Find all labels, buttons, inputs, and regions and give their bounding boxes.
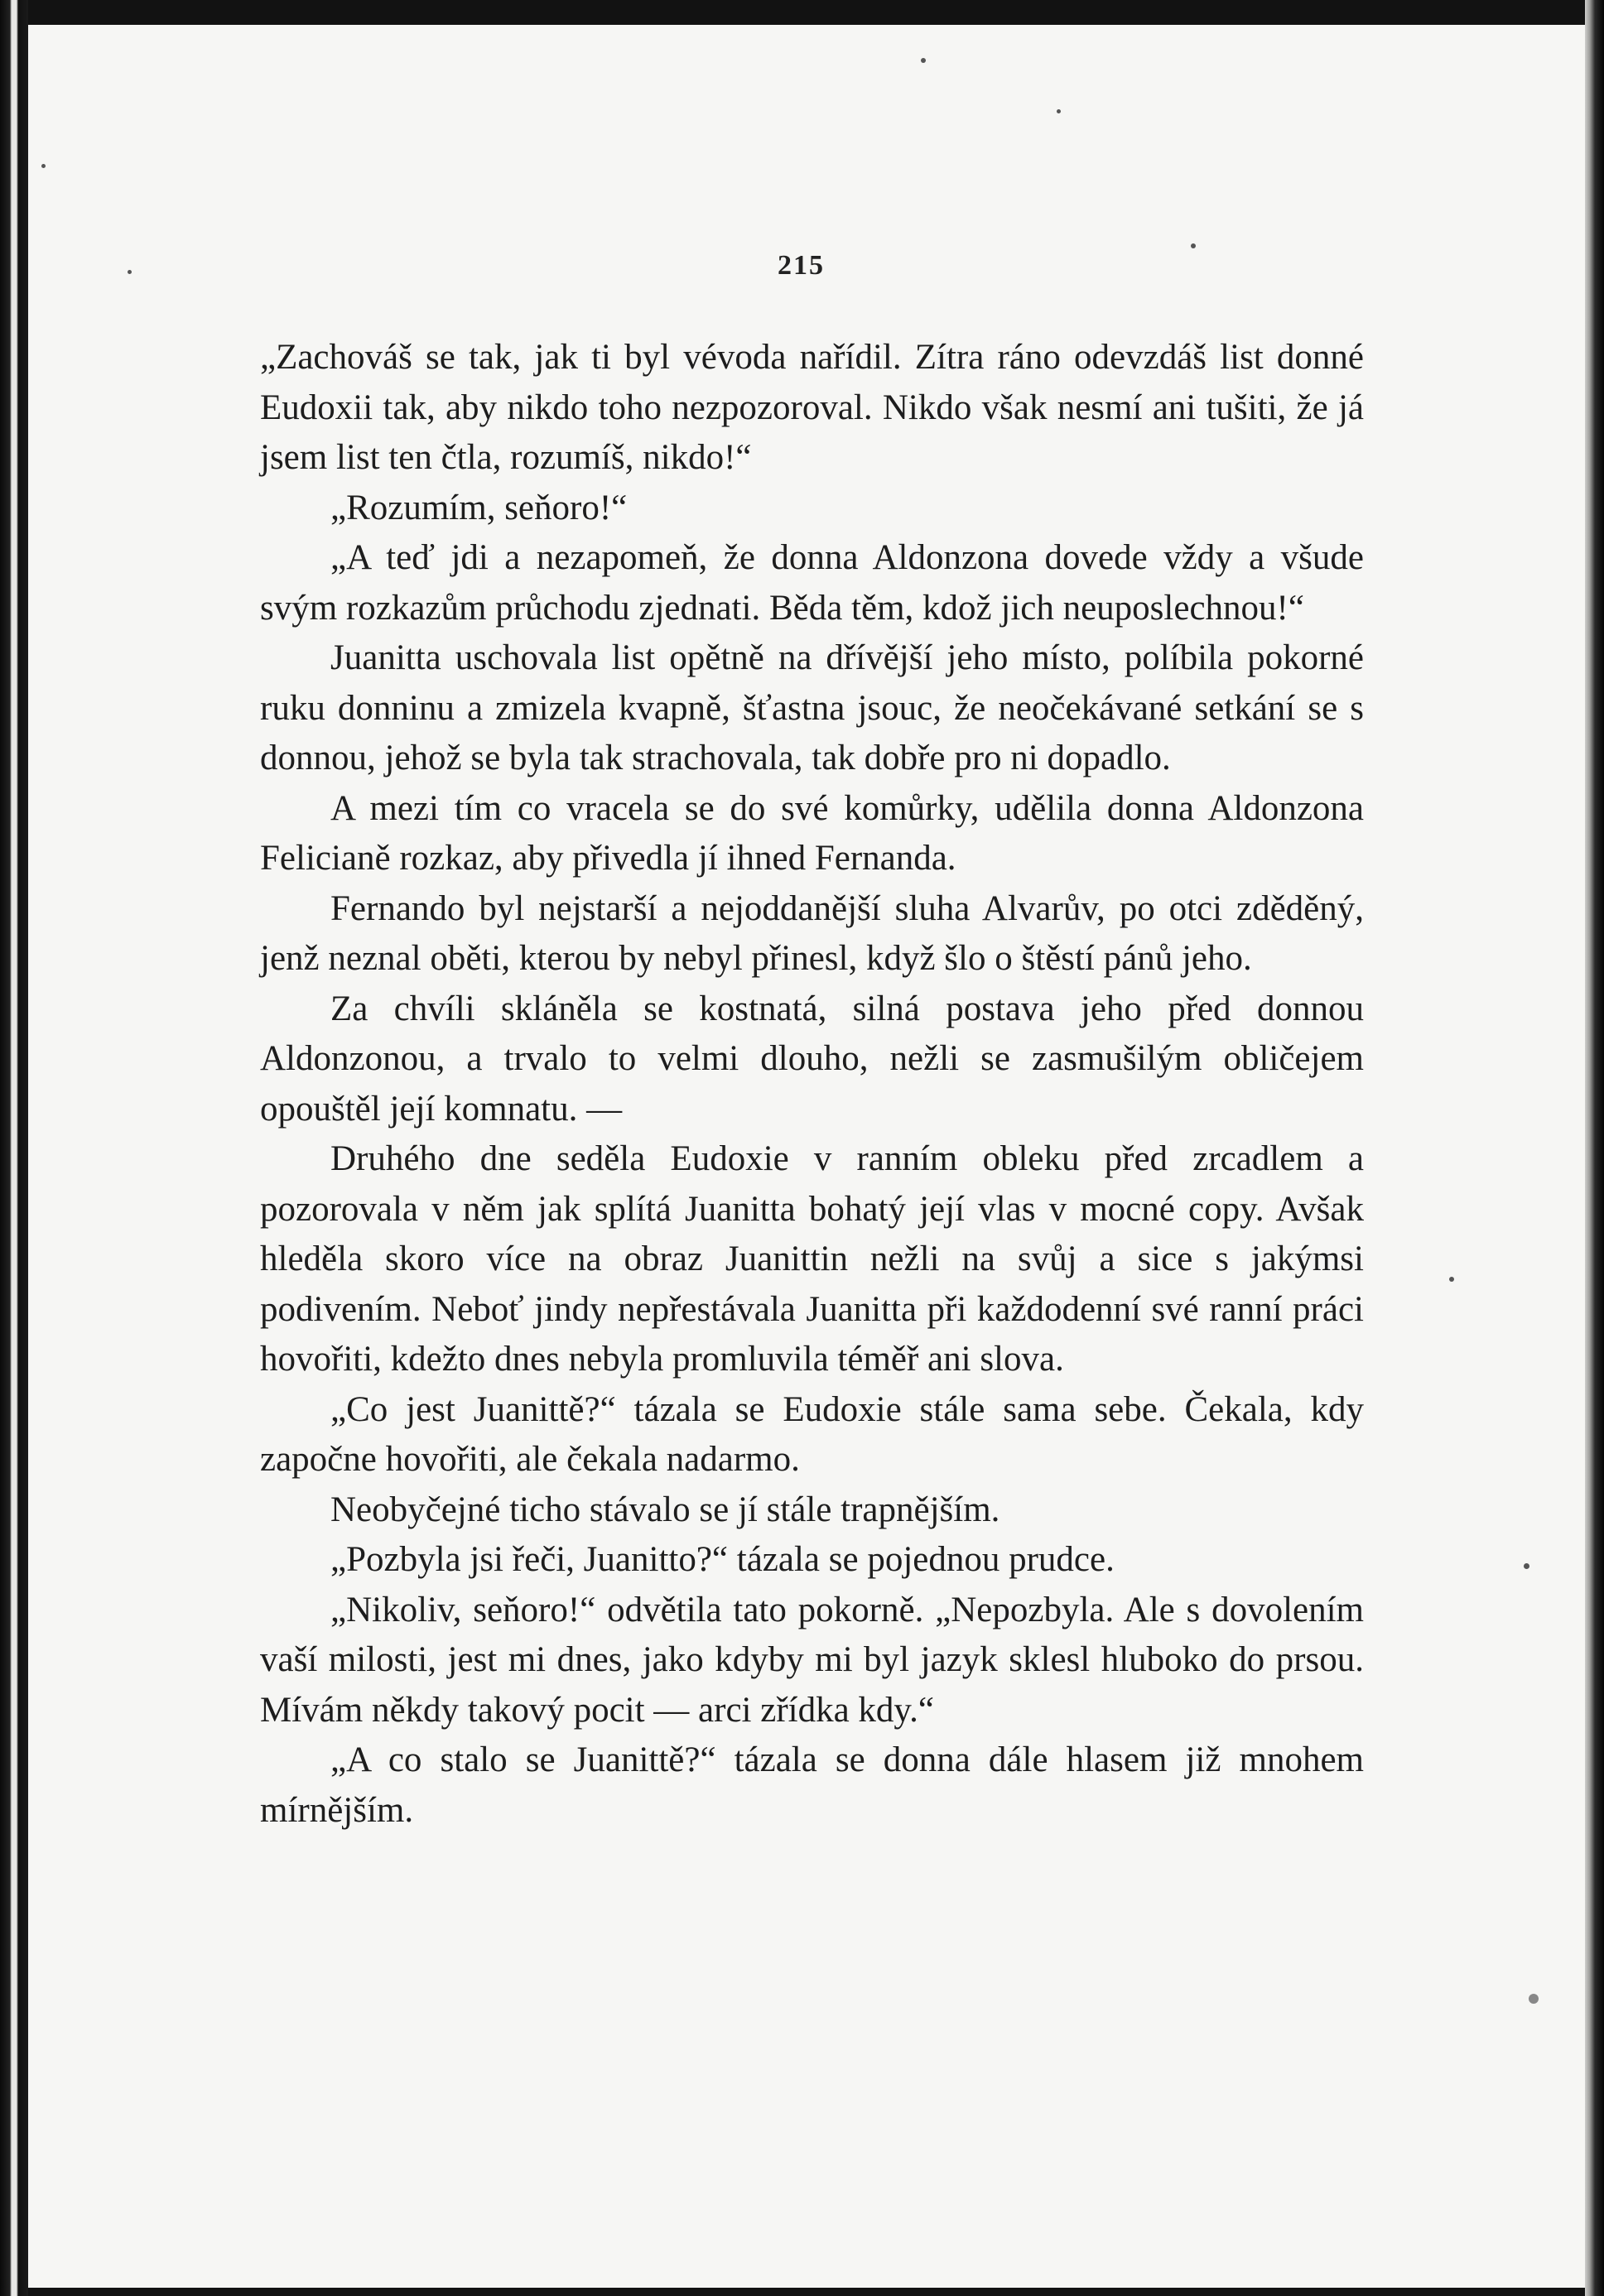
paragraph-5: A mezi tím co vracela se do své komůrky, udělila donna Aldonzona Felicianě rozkaz, aby přivedla jí ihned Fernanda. xyxy=(260,788,1364,878)
paragraph-13: „A co stalo se Juanittě?“ tázala se donna dále hlasem již mnohem mírnějším. xyxy=(260,1740,1364,1830)
ink-speck xyxy=(921,58,926,63)
page-left-edge xyxy=(0,0,28,2296)
paragraph-7: Za chvíli skláněla se kostnatá, silná postava jeho před donnou Aldonzonou, a trvalo to velmi dlouho, nežli se zasmušilým obličejem opouštěl její komnatu. — xyxy=(260,989,1364,1129)
paragraph-1: „Zachováš se tak, jak ti byl vévoda nařídil. Zítra ráno odevzdáš list donné Eudoxii tak, aby nikdo toho nezpozoroval. Nikdo však nesmí ani tušiti, že já jsem list ten čtla, rozumíš, nikdo!“ xyxy=(260,338,1364,477)
ink-speck xyxy=(1524,1563,1529,1569)
paragraph-2: „Rozumím, seňoro!“ xyxy=(330,488,628,527)
paragraph-4: Juanitta uschovala list opětně na dřívější jeho místo, políbila pokorné ruku donninu a zmizela kvapně, šťastna jsouc, že neočekávané setkání se s donnou, jehož se byla tak strachovala, tak dobře pro ni dopadlo. xyxy=(260,638,1364,777)
ink-speck xyxy=(1529,1994,1539,2004)
ink-speck xyxy=(1057,109,1061,113)
paragraph-3: „A teď jdi a nezapomeň, že donna Aldonzona dovede vždy a všude svým rozkazům průchodu zjednati. Běda těm, kdož jich neuposlechnou!“ xyxy=(260,538,1364,628)
paragraph-6: Fernando byl nejstarší a nejoddanější sluha Alvarův, po otci zděděný, jenž neznal oběti, kterou by nebyl přinesl, když šlo o štěstí pánů jeho. xyxy=(260,888,1364,978)
paragraph-9: „Co jest Juanittě?“ tázala se Eudoxie stále sama sebe. Čekala, kdy započne hovořiti, ale čekala nadarmo. xyxy=(260,1389,1364,1479)
body-text xyxy=(260,333,1364,1836)
ink-speck xyxy=(1191,243,1196,248)
paper-sheet xyxy=(28,25,1585,2288)
ink-speck xyxy=(41,164,46,168)
page-right-edge xyxy=(1585,0,1604,2296)
ink-speck xyxy=(128,270,132,274)
paragraph-11: „Pozbyla jsi řeči, Juanitto?“ tázala se pojednou prudce. xyxy=(330,1540,1115,1579)
page-number: 215 xyxy=(778,250,825,281)
ink-speck xyxy=(1449,1277,1454,1282)
paragraph-12: „Nikoliv, seňoro!“ odvětila tato pokorně. „Nepozbyla. Ale s dovolením vaší milosti, jest mi dnes, jako kdyby mi byl jazyk sklesl hluboko do prsou. Mívám někdy takový pocit — arci zřídka kdy.“ xyxy=(260,1590,1364,1730)
paragraph-8: Druhého dne seděla Eudoxie v ranním obleku před zrcadlem a pozorovala v něm jak splítá Juanitta bohatý její vlas v mocné copy. Avšak hleděla skoro více na obraz Juanittin nežli na svůj a sice s jakýmsi podivením. Neboť jindy nepřestávala Juanitta při každodenní své ranní práci hovořiti, kdežto dnes nebyla promluvila téměř ani slova. xyxy=(260,1139,1364,1379)
paragraph-10: Neobyčejné ticho stávalo se jí stále trapnějším. xyxy=(330,1490,1000,1529)
